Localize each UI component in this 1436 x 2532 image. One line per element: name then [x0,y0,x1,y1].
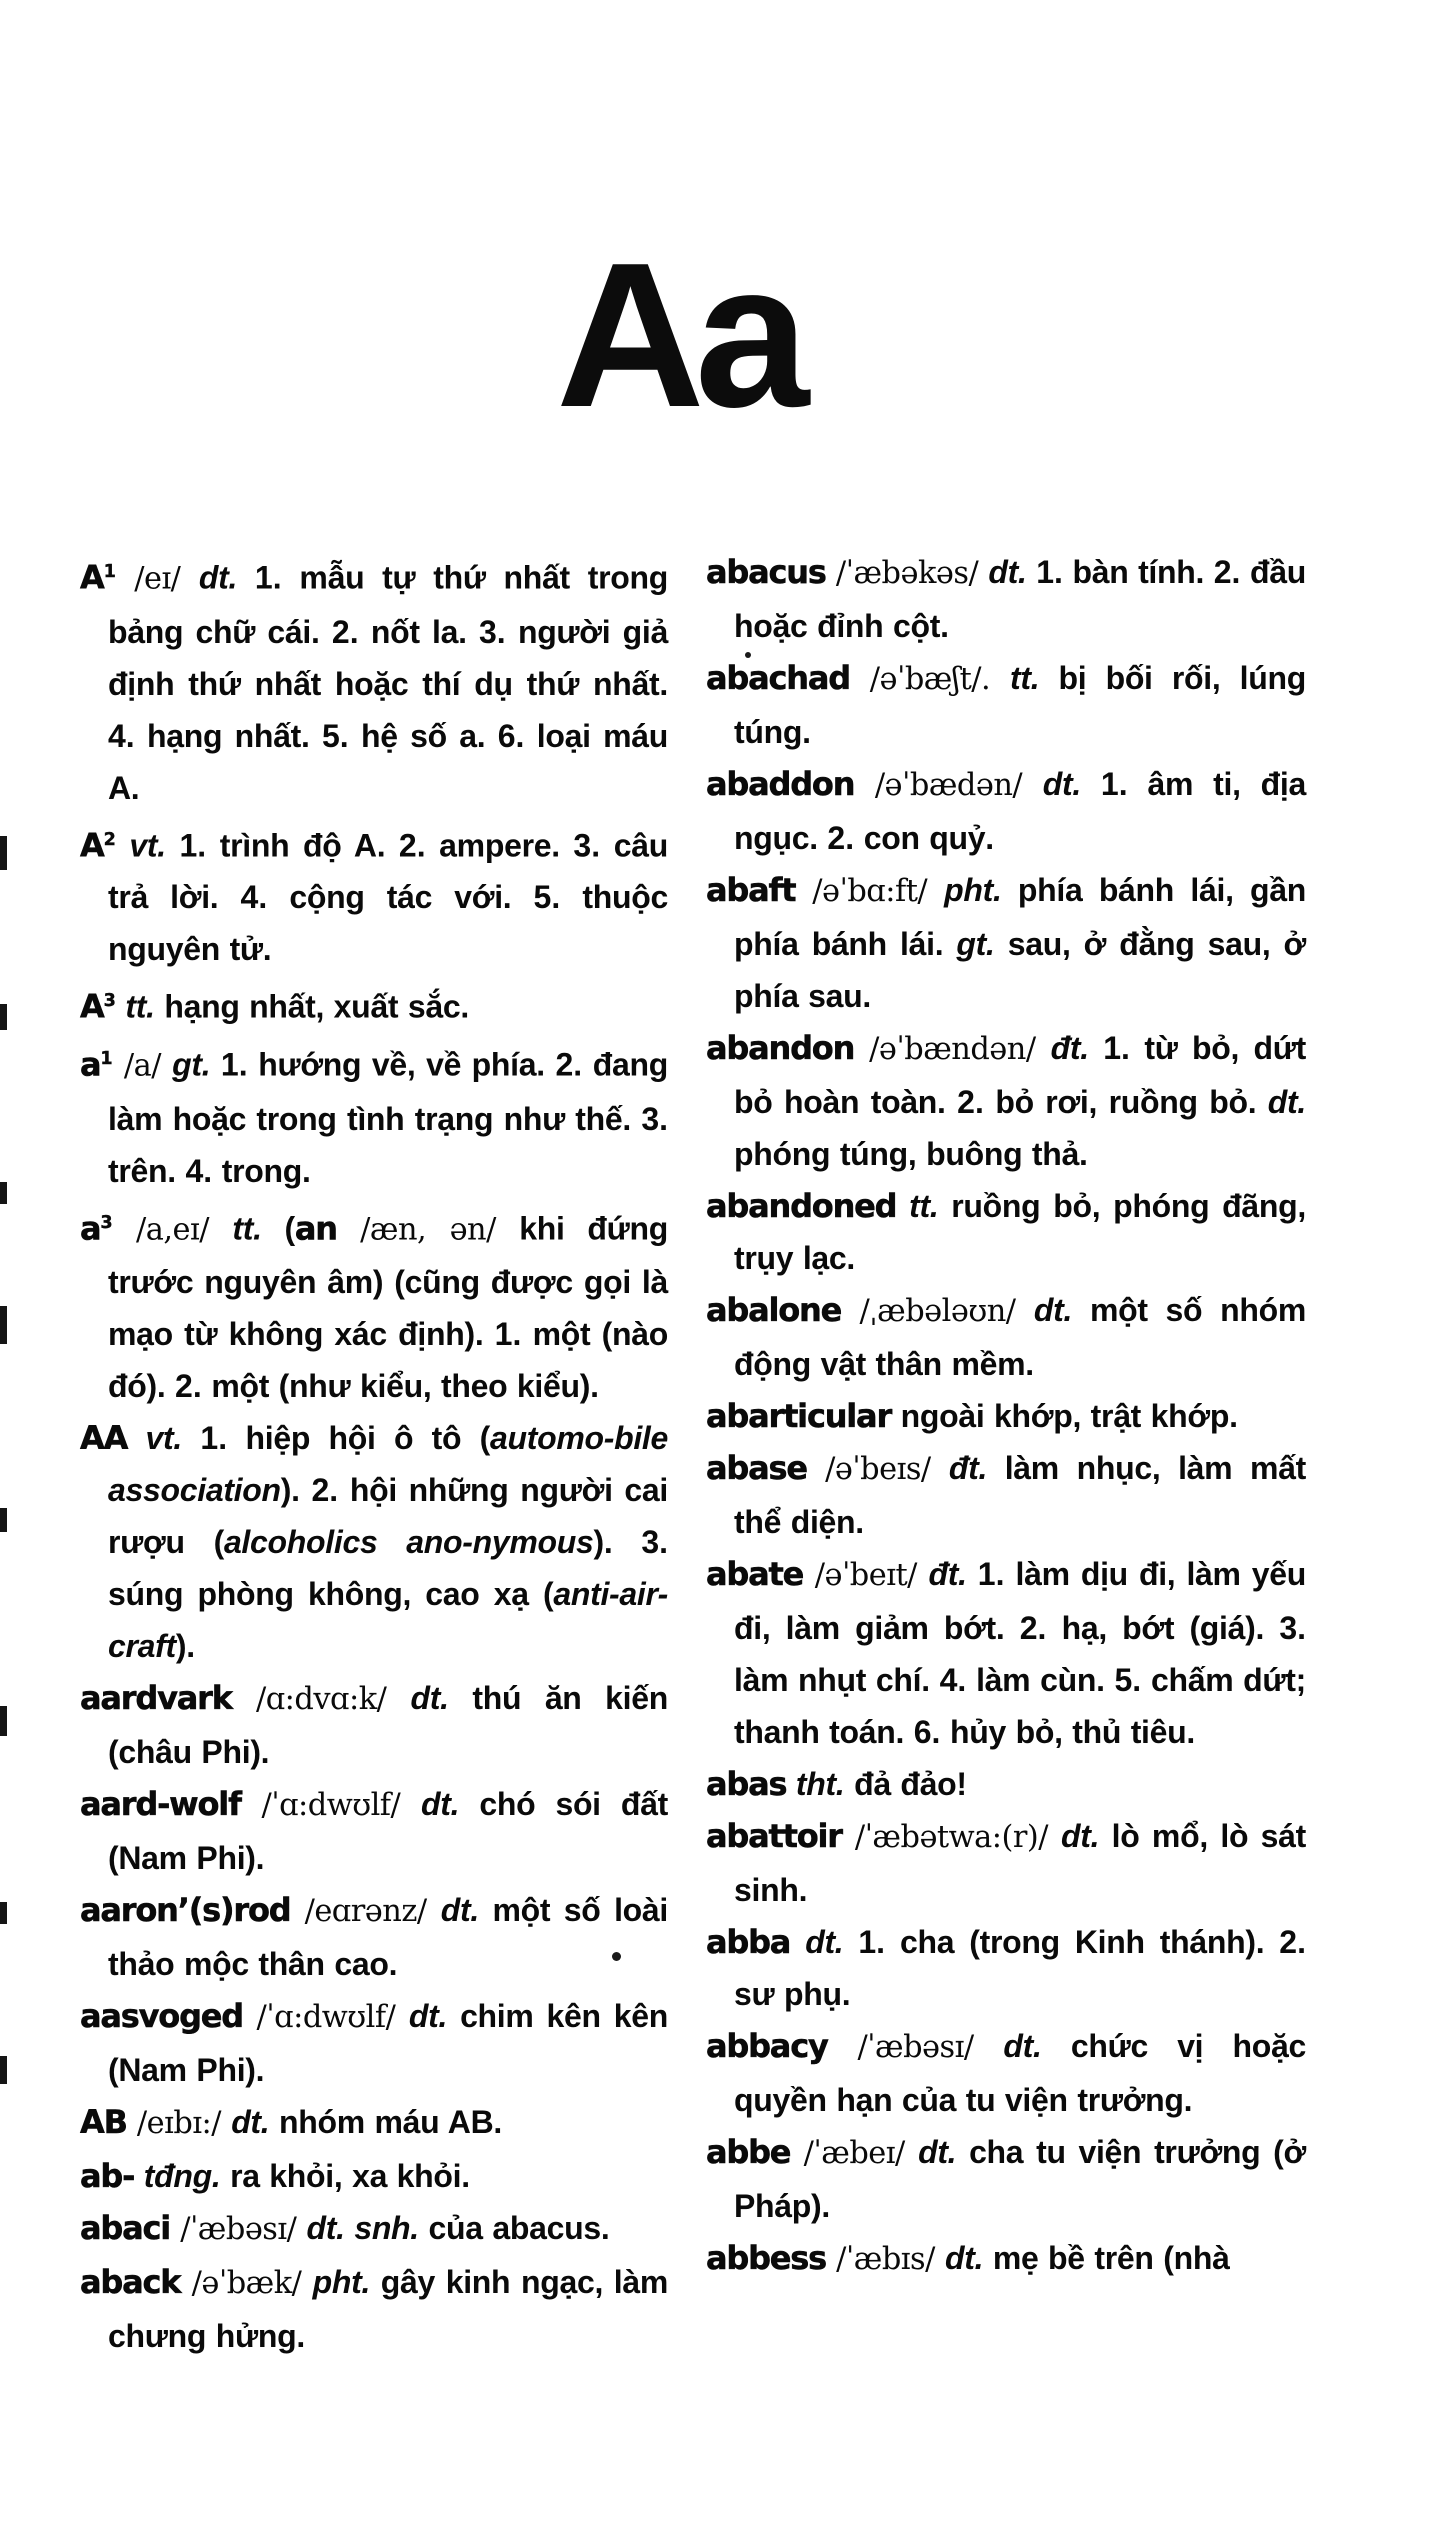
entry-sense-number: 5. [321,717,349,754]
entry-pronunciation: /ˈɑ:dwʊlf/ [240,1788,421,1824]
scan-artifact [0,1706,7,1736]
entry-definition-text: mẫu tự thứ nhất trong bảng chữ cái. [108,559,668,650]
dictionary-entry [706,1284,1306,1390]
entry-headword: abas [706,1765,787,1803]
scan-artifact [0,1182,7,1204]
entry-headword: abarticular [706,1397,892,1435]
entry-headword: aasvoged [80,1997,243,2036]
entry-sense-number: 1. [200,1420,228,1457]
scan-artifact [0,1508,7,1532]
entry-definition-text: hạng nhất, xuất sắc. [164,988,469,1025]
dictionary-entry [706,2020,1306,2126]
dictionary-entry [80,1672,668,1778]
entry-sense-number: 2. [398,827,426,864]
entry-definition-text: một số nhóm động vật thân mềm. [734,1292,1306,1382]
entry-sense-number: 1. [1036,554,1063,590]
entry-sense-superscript: 3 [103,991,116,1012]
entry-definition-text: đầu hoặc đỉnh cột. [734,554,1306,644]
entry-definition-text: một (nào đó). [108,1316,668,1405]
entry-definition-text: ). [280,1472,312,1509]
entry-headword: abaci [80,2209,171,2248]
entry-pronunciation: /ɑ:dvɑ:k/ [231,1682,411,1718]
dictionary-entry [706,2126,1306,2232]
right-column [706,546,1306,2286]
entry-definition-text: chấm dứt; thanh toán. [734,1662,1306,1750]
entry-definition-text: phía bánh lái, gần phía bánh lái. [734,872,1306,962]
dictionary-entry [80,2150,668,2202]
entry-sense-number: 2. [1279,1924,1306,1960]
entry-headword: abattoir [706,1817,842,1855]
entry-definition-text: sư phụ. [734,1976,851,2012]
entry-headword: AA [80,1419,128,1458]
entry-sense-number: 3. [641,1524,669,1561]
entry-headword: a [80,1209,101,1248]
entry-pos-label: vt. [115,827,180,864]
entry-pronunciation: /a,eɪ/ [112,1212,233,1248]
entry-pos-label: dt. [945,2240,993,2276]
entry-pronunciation: /a/ [112,1048,173,1084]
dictionary-entry [80,1197,668,1413]
entry-pos-label: dt. [198,559,255,596]
entry-sense-number: 1. [220,1046,248,1083]
entry-pronunciation: /ˈæbɪs/ [826,2242,946,2277]
entry-pos-label: vt. [127,1420,201,1457]
entry-definition-text: cộng tác với. [267,879,534,916]
entry-definition-text: hệ số a. [348,717,498,754]
entry-pos-label: đt. [1050,1030,1104,1066]
entry-headword: abalone [706,1291,842,1329]
entry-definition-text: người giả định thứ nhất hoặc thí dụ thứ nhất. [108,613,668,702]
dictionary-entry [80,975,668,1033]
scan-artifact [0,1306,7,1344]
entry-definition-text: làm nhụt chí. [734,1662,940,1698]
entry-sense-number: 3. [478,613,506,650]
entry-definition-text: thuộc nguyên tử. [108,879,668,968]
entry-definition-text: ruồng bỏ, phóng đãng, trụy lạc. [734,1188,1306,1276]
dictionary-entry [80,1990,668,2096]
entry-headword: abachad [706,659,850,697]
dictionary-entry [706,1022,1306,1180]
scan-artifact [0,2056,7,2084]
entry-pos-label: gt. [956,926,1008,962]
entry-pos-label: tht. [786,1766,855,1802]
dictionary-entry [80,2202,668,2256]
dictionary-entry [706,1548,1306,1758]
entry-headword: abaft [706,871,796,909]
entry-pos-label: dt. [918,2134,970,2170]
entry-definition-text: bỏ rơi, ruồng bỏ. [983,1084,1268,1120]
entry-pos-label: dt. [440,1892,493,1929]
entry-headword: abandon [706,1029,855,1067]
entry-headword: ab- [80,2157,135,2196]
entry-definition-text: trên. [108,1152,186,1189]
entry-sense-number: 6. [913,1714,941,1750]
dictionary-entry [706,1810,1306,1916]
entry-pronunciation: /ˌæbələʊn/ [841,1294,1034,1329]
entry-pronunciation: /eɪbɪ:/ [126,2106,232,2142]
entry-sense-number: 2. [555,1046,583,1083]
entry-definition-text: khi đứng trước nguyên âm) (cũng được gọi là mạo từ không xác định). [108,1210,668,1353]
entry-definition-text: cha tu viện trưởng (ở Pháp). [734,2134,1306,2224]
entry-definition-text: bị bối rối, lúng túng. [734,660,1306,750]
entry-sense-number: 2. [1019,1610,1047,1646]
entry-sense-number: 1. [494,1316,522,1353]
entry-pronunciation: /əˈbæk/ [180,2266,313,2302]
scan-artifact [0,1902,7,1924]
dictionary-entry [706,758,1306,864]
dictionary-entry [706,652,1306,758]
entry-sense-number: 4. [185,1152,213,1189]
entry-definition-text: đang làm hoặc trong tình trạng như thế. [108,1046,668,1137]
entry-headword: aard-wolf [80,1785,241,1824]
entry-pos-label: dt. [790,1924,859,1960]
entry-definition-text: chim kên kên (Nam Phi). [108,1998,668,2089]
entry-headword: an [294,1209,337,1248]
dictionary-entry [80,814,668,976]
entry-headword: aback [80,2263,181,2302]
entry-definition-text: súng phòng không, cao xạ ( [108,1576,554,1613]
entry-definition-text: chó sói đất (Nam Phi). [108,1786,668,1877]
entry-definition-text: từ bỏ, dứt bỏ hoàn toàn. [734,1030,1307,1120]
entry-definition-text: làm nhục, làm mất thể diện. [734,1450,1306,1540]
entry-pos-label: dt. [408,1998,461,2035]
entry-pronunciation: /əˈbɑ:ft/ [795,874,945,909]
entry-definition-text: một (như kiểu, theo kiểu). [201,1368,599,1405]
entry-pronunciation: /ˈæbeɪ/ [790,2136,919,2171]
entry-definition-text: ngoài khớp, trật khớp. [891,1398,1238,1434]
entry-definition-text: làm dịu đi, làm yếu đi, làm giảm bớt. [734,1556,1306,1646]
entry-sense-number: 5. [533,879,561,916]
entry-definition-text: hạ, bớt (giá). [1046,1610,1280,1646]
entry-pos-label: dt. [410,1680,473,1717]
entry-pronunciation: /ˈæbəsɪ/ [827,2030,1004,2065]
left-column [80,546,668,2362]
entry-sense-number: 2. [311,1472,339,1509]
dictionary-entry [706,1180,1306,1284]
entry-headword: abase [706,1449,807,1487]
entry-definition-text: bàn tính. [1062,554,1214,590]
scan-artifact [0,836,7,870]
entry-headword: abacus [706,553,826,591]
entry-sense-number: 4. [939,1662,967,1698]
entry-definition-text: đả đảo! [854,1766,967,1802]
entry-sense-number: 2. [331,613,359,650]
entry-definition-text: sau, ở đằng sau, ở phía sau. [734,926,1306,1014]
entry-sense-number: 3. [1279,1610,1306,1646]
entry-headword: A [80,558,104,597]
dictionary-entry [706,1442,1306,1548]
entry-definition-text: trong. [212,1152,311,1189]
entry-foreign-italic: alcoholics ano-nymous [223,1524,594,1561]
entry-sense-number: 6. [497,717,525,754]
entry-pronunciation: /ˈɑ:dwʊlf/ [243,2000,409,2036]
entry-pos-label: đt. [948,1450,1005,1486]
entry-definition-text: ra khỏi, xa khỏi. [230,2158,470,2195]
entry-sense-number: 4. [108,717,135,754]
entry-sense-number: 2. [827,820,855,856]
entry-pronunciation: /əˈbændən/ [854,1032,1051,1067]
entry-definition-text: câu trả lời. [108,827,668,916]
entry-definition-text: phóng túng, buông thả. [734,1136,1088,1172]
entry-pos-label: dt. [1033,1292,1090,1328]
entry-pos-label: đt. [928,1556,978,1592]
entry-definition-text: hiệp hội ô tô ( [227,1420,490,1457]
entry-headword: aardvark [80,1679,232,1718]
entry-definition-text: của abacus. [428,2210,610,2247]
entry-definition-text: hướng về, về phía. [247,1046,556,1083]
entry-pos-label: dt. [988,554,1037,590]
entry-definition-text: âm ti, địa ngục. [734,766,1307,856]
entry-foreign-italic: automo-bile association [108,1420,668,1509]
entry-definition-text: nốt la. [358,613,479,650]
entry-pos-label: dt. [1267,1084,1306,1120]
entry-definition-text: làm cùn. [966,1662,1115,1698]
entry-definition-text: cha (trong Kinh thánh). [885,1924,1280,1960]
entry-sense-number: 2. [1213,554,1241,590]
entry-pronunciation: /æn, ən/ [336,1212,520,1248]
entry-foreign-italic: anti-air-craft [108,1576,668,1665]
entry-definition-text: hủy bỏ, thủ tiêu. [940,1714,1195,1750]
entry-definition-text: chức vị hoặc quyền hạn của tu viện trưởng. [734,2028,1306,2118]
entry-definition-text: nhóm máu AB. [278,2104,502,2141]
entry-definition-text: trình độ A. [206,827,399,864]
entry-pronunciation: /eɪ/ [115,561,199,597]
entry-pos-label: tđng. [134,2158,231,2195]
section-letter-title: Aa [556,220,800,450]
dictionary-entry [706,1390,1306,1442]
entry-sense-number: 1. [977,1556,1005,1592]
entry-headword: abandoned [706,1187,897,1225]
entry-sense-superscript: 1 [100,1048,113,1069]
entry-definition-text: ). [175,1628,195,1665]
dictionary-entry [80,1033,668,1197]
entry-headword: a [80,1045,101,1084]
entry-pronunciation: /eɑrənz/ [290,1894,441,1930]
dictionary-entry [80,2096,668,2150]
entry-headword: abba [706,1923,791,1961]
entry-definition-text: con quỷ. [854,820,994,856]
entry-headword: abbe [706,2133,791,2171]
entry-pronunciation: /əˈbæʃt/. [849,662,1010,697]
entry-headword: AB [80,2103,127,2142]
entry-pos-label: tt. [1009,660,1059,696]
entry-pos-label: dt. snh. [306,2210,429,2247]
entry-headword: abbacy [706,2027,828,2065]
entry-pos-label: dt. [421,1786,480,1823]
dictionary-entry [706,1916,1306,2020]
entry-headword: aaron’(s)rod [80,1891,291,1930]
entry-definition-text: mẹ bề trên (nhà [992,2240,1230,2276]
entry-definition-text: thú ăn kiến (châu Phi). [108,1680,668,1771]
dictionary-entry [80,546,668,814]
entry-definition-text: ampere. [425,827,574,864]
entry-definition-text: hội những người cai rượu ( [108,1472,668,1561]
entry-pos-label: tt. [896,1188,952,1224]
entry-sense-number: 2. [957,1084,984,1120]
entry-headword: A [80,826,104,865]
entry-headword: abate [706,1555,804,1593]
entry-pos-label: dt. [1042,766,1101,802]
entry-pos-label: gt. [172,1046,221,1083]
entry-sense-superscript: 3 [100,1212,113,1233]
entry-definition-text: một số loài thảo mộc thân cao. [108,1892,668,1983]
scan-artifact [0,1004,7,1030]
entry-pronunciation: /əˈbeɪs/ [806,1452,949,1487]
dictionary-entry [80,1884,668,1990]
entry-sense-number: 3. [641,1100,668,1137]
entry-pronunciation: /ˈæbətwa:(r)/ [841,1820,1062,1855]
entry-sense-number: 2. [175,1368,202,1405]
dictionary-entry [706,864,1306,1022]
entry-sense-number: 1. [1100,766,1128,802]
entry-pos-label: pht. [312,2264,381,2301]
entry-pronunciation: /ˈæbəkəs/ [825,556,989,591]
entry-sense-number: 1. [1103,1030,1130,1066]
entry-pos-label: tt. [115,988,165,1025]
entry-sense-number: 4. [240,879,268,916]
entry-pos-label: dt. [1003,2028,1071,2064]
entry-pronunciation: /əˈbeɪt/ [803,1558,929,1593]
entry-pronunciation: /ˈæbəsɪ/ [170,2212,307,2248]
entry-pos-label: dt. [231,2104,279,2141]
entry-pos-label: dt. [1061,1818,1112,1854]
entry-sense-number: 1. [179,827,207,864]
entry-sense-superscript: 2 [103,829,116,850]
scan-speckle [612,1952,621,1961]
entry-definition-text: gây kinh ngạc, làm chưng hửng. [108,2264,668,2355]
entry-headword: abbess [706,2239,827,2277]
dictionary-entry [706,546,1306,652]
entry-sense-number: 1. [858,1924,886,1960]
entry-definition-text: lò mổ, lò sát sinh. [734,1818,1306,1908]
entry-sense-number: 3. [573,827,601,864]
entry-pos-label: pht. [944,872,1018,908]
entry-definition-text: ( [284,1210,295,1247]
entry-sense-number: 5. [1114,1662,1142,1698]
entry-headword: abaddon [706,765,855,803]
dictionary-entry [80,1778,668,1884]
entry-definition-text: hạng nhất. [134,717,322,754]
scan-speckle [745,652,751,658]
entry-definition-text: ). [593,1524,642,1561]
entry-headword: A [80,987,104,1026]
entry-sense-superscript: 1 [103,562,116,582]
entry-pos-label: tt. [232,1210,285,1247]
entry-definition-text: loại máu A. [108,717,668,806]
dictionary-entry [706,1758,1306,1810]
entry-sense-number: 1. [254,559,282,596]
dictionary-entry [706,2232,1306,2286]
entry-pronunciation: /əˈbædən/ [854,768,1043,803]
dictionary-entry [80,2256,668,2362]
dictionary-entry [80,1412,668,1672]
